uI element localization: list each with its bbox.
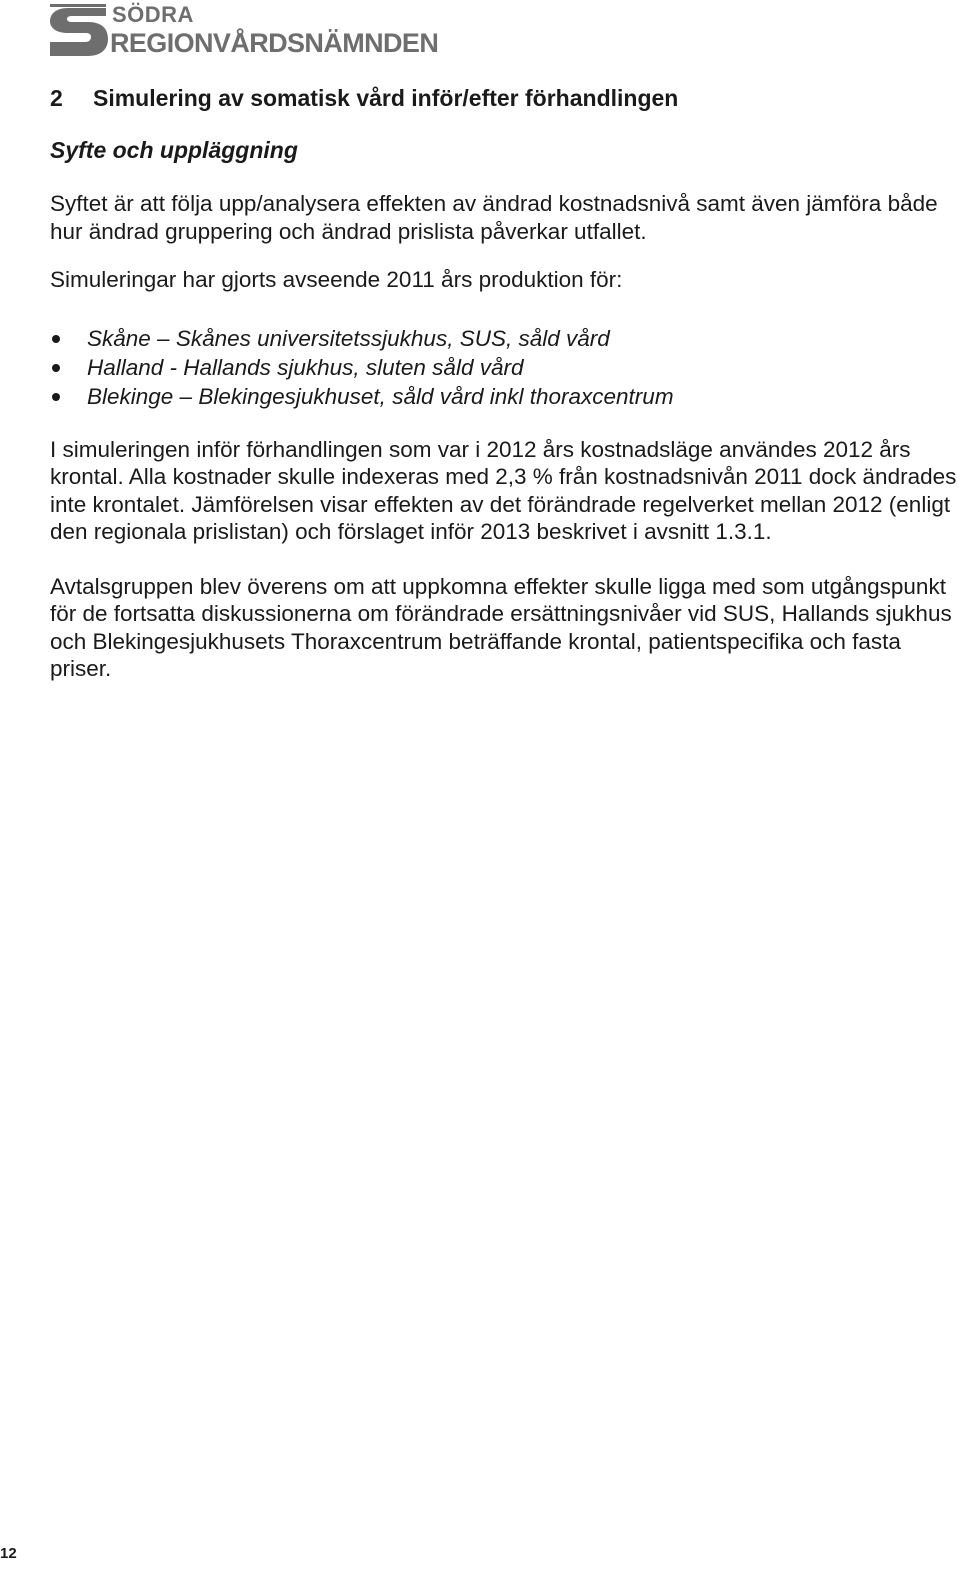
list-item <box>50 324 958 353</box>
paragraph-simulation: I simuleringen inför förhandlingen som var i 2012 års kostnadsläge användes 2012 års krontal. Alla kostnader skulle indexeras med 2,3 % från kostnadsnivån 2011 dock ändrades inte krontalet. Jämförelsen visar effekten av det förändrade regelverket mellan 2012 (enligt den regionala prislistan) och förslaget inför 2013 beskrivet i avsnitt 1.3.1. <box>50 436 957 544</box>
section-subtitle: Syfte och uppläggning <box>50 137 298 163</box>
document-body <box>50 83 958 683</box>
region-list <box>50 324 958 411</box>
paragraph-agreement: Avtalsgruppen blev överens om att uppkomna effekter skulle ligga med som utgångspunkt för de fortsatta diskussionerna om förändrade ersättningsnivåer vid SUS, Hallands sjukhus och Blekingesjukhusets Thoraxcentrum beträffande krontal, patientspecifika och fasta priser. <box>50 573 952 681</box>
list-item-text: Skåne – Skånes universitetssjukhus, SUS, såld vård <box>87 325 610 351</box>
logo <box>48 2 448 58</box>
list-item <box>50 353 958 382</box>
bullet-icon <box>52 393 60 401</box>
paragraph-intro: Simuleringar har gjorts avseende 2011 års produktion för: <box>50 267 623 292</box>
logo-text-regionvardsnamnden: REGIONVÅRDSNÄMNDEN <box>110 28 439 58</box>
list-item-text: Halland - Hallands sjukhus, sluten såld vård <box>87 354 524 380</box>
section-number: 2 <box>50 85 63 111</box>
section-heading <box>50 83 958 113</box>
list-item <box>50 382 958 411</box>
bullet-icon <box>52 335 60 343</box>
bullet-icon <box>52 364 60 372</box>
section-title: Simulering av somatisk vård inför/efter förhandlingen <box>93 85 679 111</box>
paragraph-purpose: Syftet är att följa upp/analysera effekten av ändrad kostnadsnivå samt även jämföra både hur ändrad gruppering och ändrad prislista påverkar utfallet. <box>50 191 938 244</box>
list-item-text: Blekinge – Blekingesjukhuset, såld vård inkl thoraxcentrum <box>87 383 674 409</box>
logo-emblem-icon <box>48 2 112 58</box>
page-number: 12 <box>0 1545 17 1562</box>
logo-text-sodra: SÖDRA <box>112 2 194 27</box>
